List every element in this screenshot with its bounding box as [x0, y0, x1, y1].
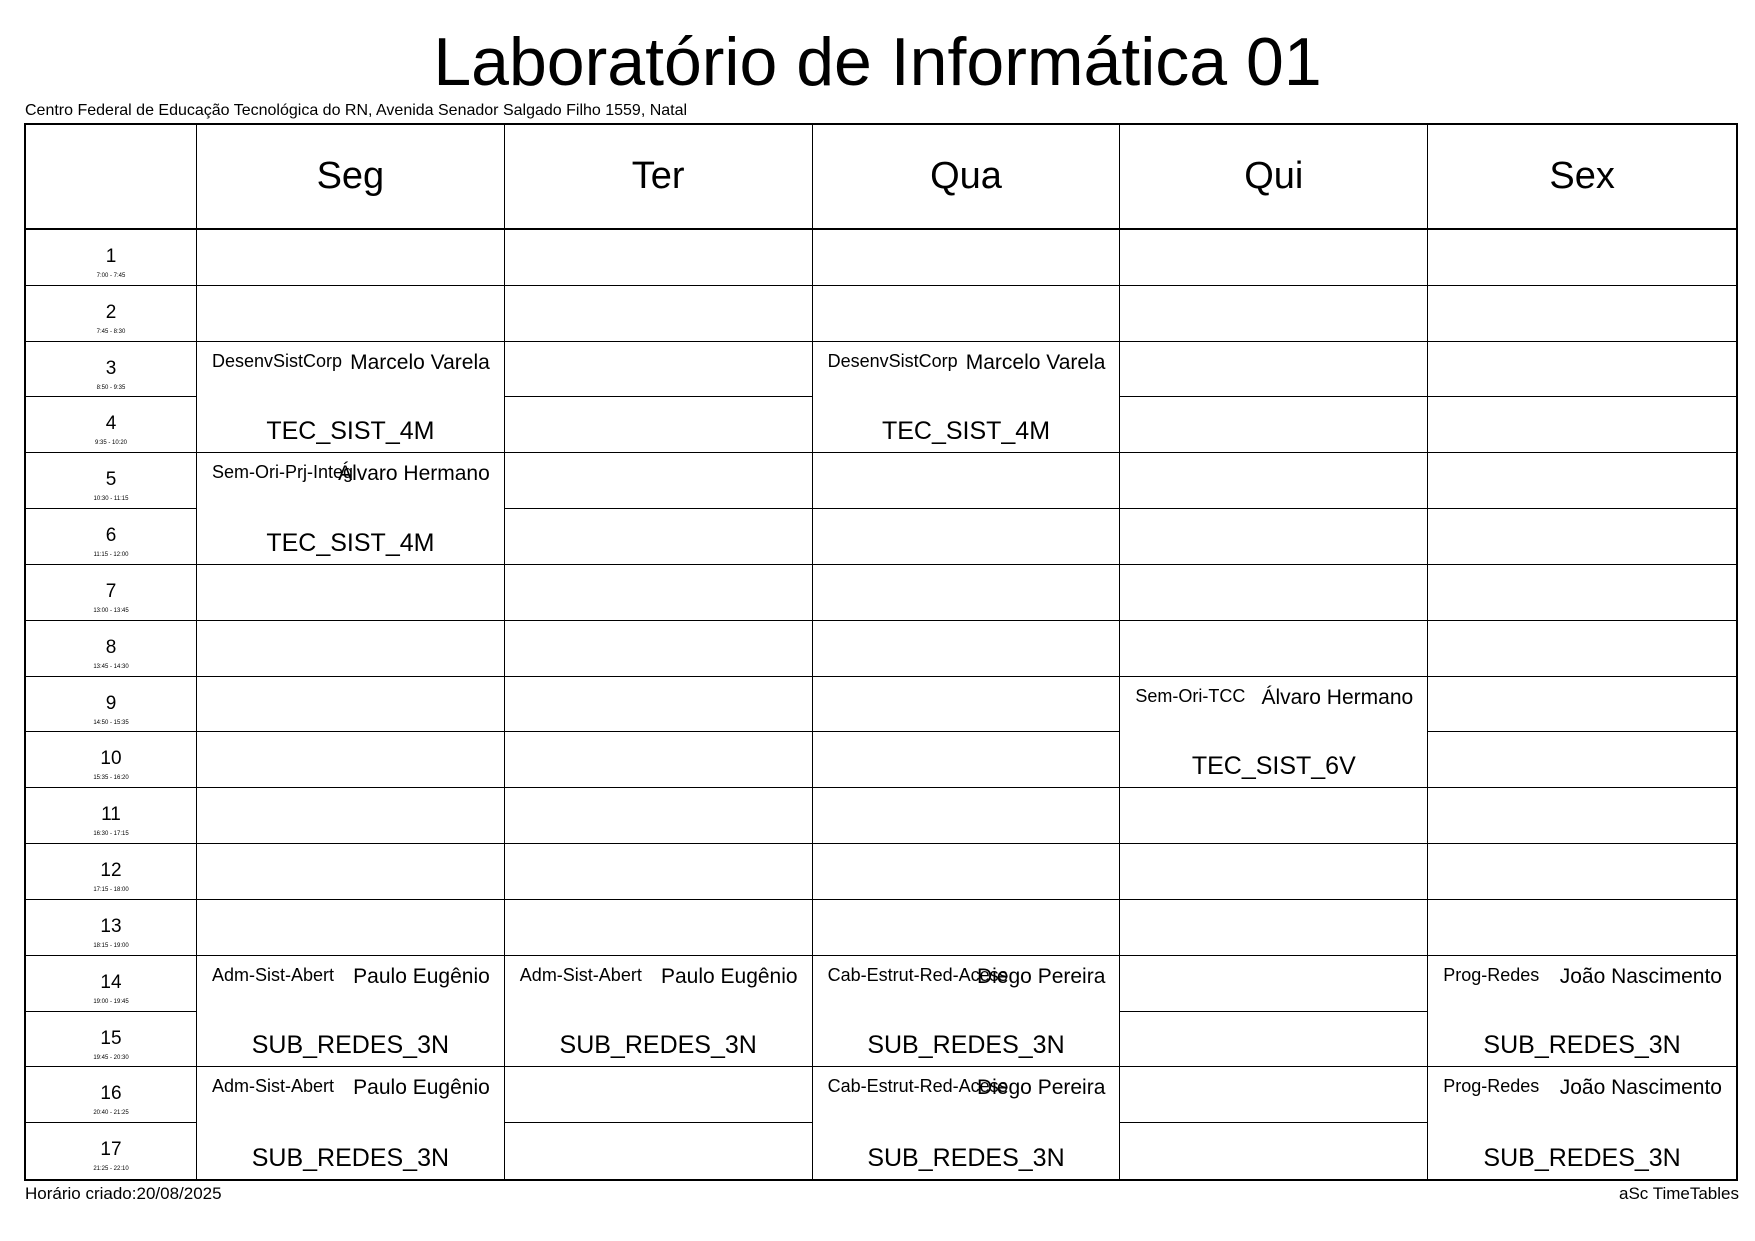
period-time: 7:00 - 7:45 — [96, 273, 126, 279]
timetable-cell — [197, 565, 505, 621]
timetable-cell — [1428, 230, 1736, 286]
period-label — [26, 956, 197, 1012]
lesson-subject: DesenvSistCorp — [827, 350, 958, 371]
brand-label: aSc TimeTables — [1619, 1184, 1739, 1203]
timetable-cell — [197, 677, 505, 733]
period-label — [26, 1067, 197, 1123]
period-label — [26, 286, 197, 342]
lesson-subject: Prog-Redes — [1443, 964, 1540, 985]
lesson-card[interactable] — [197, 1067, 505, 1179]
timetable-cell — [1120, 788, 1428, 844]
lesson-teacher: Diego Pereira — [976, 964, 1106, 988]
timetable-cell — [813, 677, 1121, 733]
lesson-class: SUB_REDES_3N — [251, 1143, 450, 1172]
timetable-cell — [1428, 342, 1736, 398]
lesson-teacher: João Nascimento — [1559, 964, 1722, 988]
timetable-cell — [813, 621, 1121, 677]
timetable-cell — [505, 453, 813, 509]
timetable-cell — [1428, 397, 1736, 453]
lesson-teacher: Diego Pereira — [976, 1076, 1106, 1100]
lesson-card[interactable] — [197, 342, 505, 454]
period-label — [26, 565, 197, 621]
period-number: 4 — [105, 413, 117, 435]
timetable-cell — [505, 397, 813, 453]
lesson-teacher: Marcelo Varela — [350, 350, 490, 374]
timetable-cell — [505, 900, 813, 956]
timetable-cell — [505, 844, 813, 900]
timetable-cell — [1120, 621, 1428, 677]
page-title: Laboratório de Informática 01 — [433, 24, 1322, 100]
period-number: 2 — [105, 301, 117, 323]
lesson-teacher: Marcelo Varela — [965, 350, 1106, 374]
lesson-subject: DesenvSistCorp — [212, 350, 343, 371]
timetable-cell — [1120, 342, 1428, 398]
lesson-teacher: João Nascimento — [1559, 1076, 1722, 1100]
lesson-class: SUB_REDES_3N — [1483, 1031, 1681, 1060]
lesson-teacher: Paulo Eugênio — [660, 964, 798, 988]
timetable-cell — [197, 900, 505, 956]
timetable-cell — [505, 286, 813, 342]
timetable-cell — [505, 342, 813, 398]
lesson-subject: Cab-Estrut-Red-Acess — [827, 964, 1008, 985]
timetable-cell — [813, 286, 1121, 342]
period-time: 10:30 - 11:15 — [93, 496, 129, 503]
timetable-cell — [1120, 453, 1428, 509]
lesson-class: SUB_REDES_3N — [867, 1143, 1065, 1172]
timetable-cell — [505, 621, 813, 677]
period-time: 21:25 - 22:10 — [93, 1166, 129, 1173]
timetable-cell — [197, 844, 505, 900]
period-label — [26, 342, 197, 398]
timetable-cell — [1120, 1123, 1428, 1179]
lesson-card[interactable] — [813, 342, 1121, 454]
period-number: 11 — [101, 804, 121, 826]
lesson-card[interactable] — [197, 956, 505, 1068]
timetable-cell — [1428, 900, 1736, 956]
period-time: 17:15 - 18:00 — [93, 887, 129, 894]
lesson-class: SUB_REDES_3N — [559, 1031, 757, 1060]
day-header-0: Seg — [197, 125, 505, 230]
period-label — [26, 732, 197, 788]
timetable-cell — [505, 1067, 813, 1123]
timetable-cell — [1120, 509, 1428, 565]
period-number: 16 — [100, 1083, 122, 1105]
period-label — [26, 844, 197, 900]
timetable-grid — [24, 123, 1738, 1181]
lesson-card[interactable] — [505, 956, 813, 1068]
created-date: Horário criado:20/08/2025 — [25, 1184, 222, 1203]
period-time: 7:45 - 8:30 — [96, 328, 126, 335]
lesson-card[interactable] — [1428, 956, 1736, 1068]
period-number: 3 — [105, 357, 117, 379]
period-time: 13:45 - 14:30 — [93, 663, 129, 670]
lesson-subject: Sem-Ori-TCC — [1135, 685, 1246, 706]
period-number: 5 — [105, 469, 117, 491]
timetable-cell — [813, 900, 1121, 956]
timetable-cell — [813, 509, 1121, 565]
period-number: 14 — [100, 971, 122, 993]
timetable-cell — [505, 677, 813, 733]
lesson-subject: Sem-Ori-Prj-Integ — [212, 462, 354, 483]
timetable-cell — [505, 230, 813, 286]
timetable-cell — [813, 844, 1121, 900]
period-time: 11:15 - 12:00 — [93, 552, 129, 559]
timetable-cell — [813, 453, 1121, 509]
day-header-3: Qui — [1120, 125, 1428, 230]
timetable-cell — [505, 565, 813, 621]
period-label — [26, 509, 197, 565]
period-number: 9 — [105, 692, 117, 714]
day-header-1: Ter — [505, 125, 813, 230]
lesson-card[interactable] — [813, 1067, 1121, 1179]
lesson-class: TEC_SIST_6V — [1191, 752, 1356, 781]
timetable-cell — [813, 230, 1121, 286]
period-label — [26, 230, 197, 286]
period-label — [26, 1123, 197, 1179]
timetable-cell — [1120, 956, 1428, 1012]
timetable-cell — [1120, 230, 1428, 286]
timetable-cell — [1120, 286, 1428, 342]
lesson-subject: Cab-Estrut-Red-Acess — [827, 1076, 1008, 1097]
day-header-2: Qua — [813, 125, 1121, 230]
period-label — [26, 677, 197, 733]
timetable-cell — [505, 788, 813, 844]
lesson-class: SUB_REDES_3N — [867, 1031, 1065, 1060]
period-number: 7 — [105, 580, 117, 602]
period-time: 19:45 - 20:30 — [93, 1054, 129, 1061]
timetable-cell — [197, 788, 505, 844]
lesson-subject: Adm-Sist-Abert — [519, 964, 642, 985]
period-number: 13 — [100, 915, 122, 937]
timetable-cell — [197, 230, 505, 286]
timetable-cell — [505, 1123, 813, 1179]
timetable-cell — [1120, 565, 1428, 621]
lesson-teacher: Álvaro Hermano — [338, 462, 490, 486]
day-header-4: Sex — [1428, 125, 1736, 230]
period-number: 6 — [105, 525, 117, 547]
lesson-subject: Adm-Sist-Abert — [212, 1076, 335, 1097]
timetable-cell — [1428, 565, 1736, 621]
lesson-teacher: Paulo Eugênio — [353, 1076, 490, 1100]
period-time: 14:50 - 15:35 — [93, 719, 129, 726]
period-time: 9:35 - 10:20 — [94, 440, 128, 447]
timetable-cell — [1428, 621, 1736, 677]
timetable-cell — [813, 565, 1121, 621]
school-address: Centro Federal de Educação Tecnológica do RN, Avenida Senador Salgado Filho 1559, Natal — [25, 102, 688, 119]
period-number: 12 — [100, 860, 122, 882]
lesson-subject: Prog-Redes — [1443, 1076, 1540, 1097]
corner-cell — [26, 125, 197, 230]
timetable-cell — [1428, 844, 1736, 900]
timetable-cell — [1428, 732, 1736, 788]
lesson-card[interactable] — [813, 956, 1121, 1068]
lesson-card[interactable] — [1120, 677, 1428, 789]
period-time: 16:30 - 17:15 — [93, 831, 129, 838]
timetable-cell — [1428, 788, 1736, 844]
lesson-subject: Adm-Sist-Abert — [212, 964, 335, 985]
period-label — [26, 397, 197, 453]
timetable-cell — [1120, 900, 1428, 956]
lesson-class: SUB_REDES_3N — [1483, 1143, 1681, 1172]
timetable-cell — [1428, 509, 1736, 565]
period-number: 8 — [105, 636, 117, 658]
period-number: 17 — [100, 1139, 122, 1161]
period-time: 15:35 - 16:20 — [93, 775, 129, 782]
period-time: 18:15 - 19:00 — [93, 942, 129, 949]
timetable-cell — [197, 621, 505, 677]
timetable-cell — [505, 732, 813, 788]
period-number: 1 — [105, 246, 117, 267]
timetable-cell — [197, 286, 505, 342]
period-label — [26, 788, 197, 844]
timetable-cell — [1428, 286, 1736, 342]
period-label — [26, 621, 197, 677]
period-time: 20:40 - 21:25 — [93, 1110, 129, 1117]
timetable-cell — [813, 732, 1121, 788]
lesson-class: TEC_SIST_4M — [266, 528, 435, 557]
timetable-cell — [1120, 397, 1428, 453]
lesson-class: SUB_REDES_3N — [251, 1031, 450, 1060]
timetable-cell — [1120, 1067, 1428, 1123]
lesson-class: TEC_SIST_4M — [266, 417, 435, 446]
timetable-cell — [197, 732, 505, 788]
timetable-cell — [813, 788, 1121, 844]
period-label — [26, 453, 197, 509]
timetable-cell — [1120, 844, 1428, 900]
timetable-cell — [1428, 677, 1736, 733]
period-time: 13:00 - 13:45 — [93, 607, 129, 614]
lesson-teacher: Álvaro Hermano — [1261, 685, 1414, 709]
lesson-teacher: Paulo Eugênio — [353, 964, 490, 988]
period-label — [26, 900, 197, 956]
lesson-class: TEC_SIST_4M — [881, 417, 1051, 446]
period-number: 15 — [100, 1027, 122, 1049]
lesson-card[interactable] — [1428, 1067, 1736, 1179]
period-time: 8:50 - 9:35 — [96, 384, 126, 391]
period-number: 10 — [100, 748, 122, 770]
timetable-cell — [505, 509, 813, 565]
period-time: 19:00 - 19:45 — [93, 998, 129, 1005]
period-label — [26, 1012, 197, 1068]
timetable-cell — [1120, 1012, 1428, 1068]
lesson-card[interactable] — [197, 453, 505, 565]
timetable-cell — [1428, 453, 1736, 509]
